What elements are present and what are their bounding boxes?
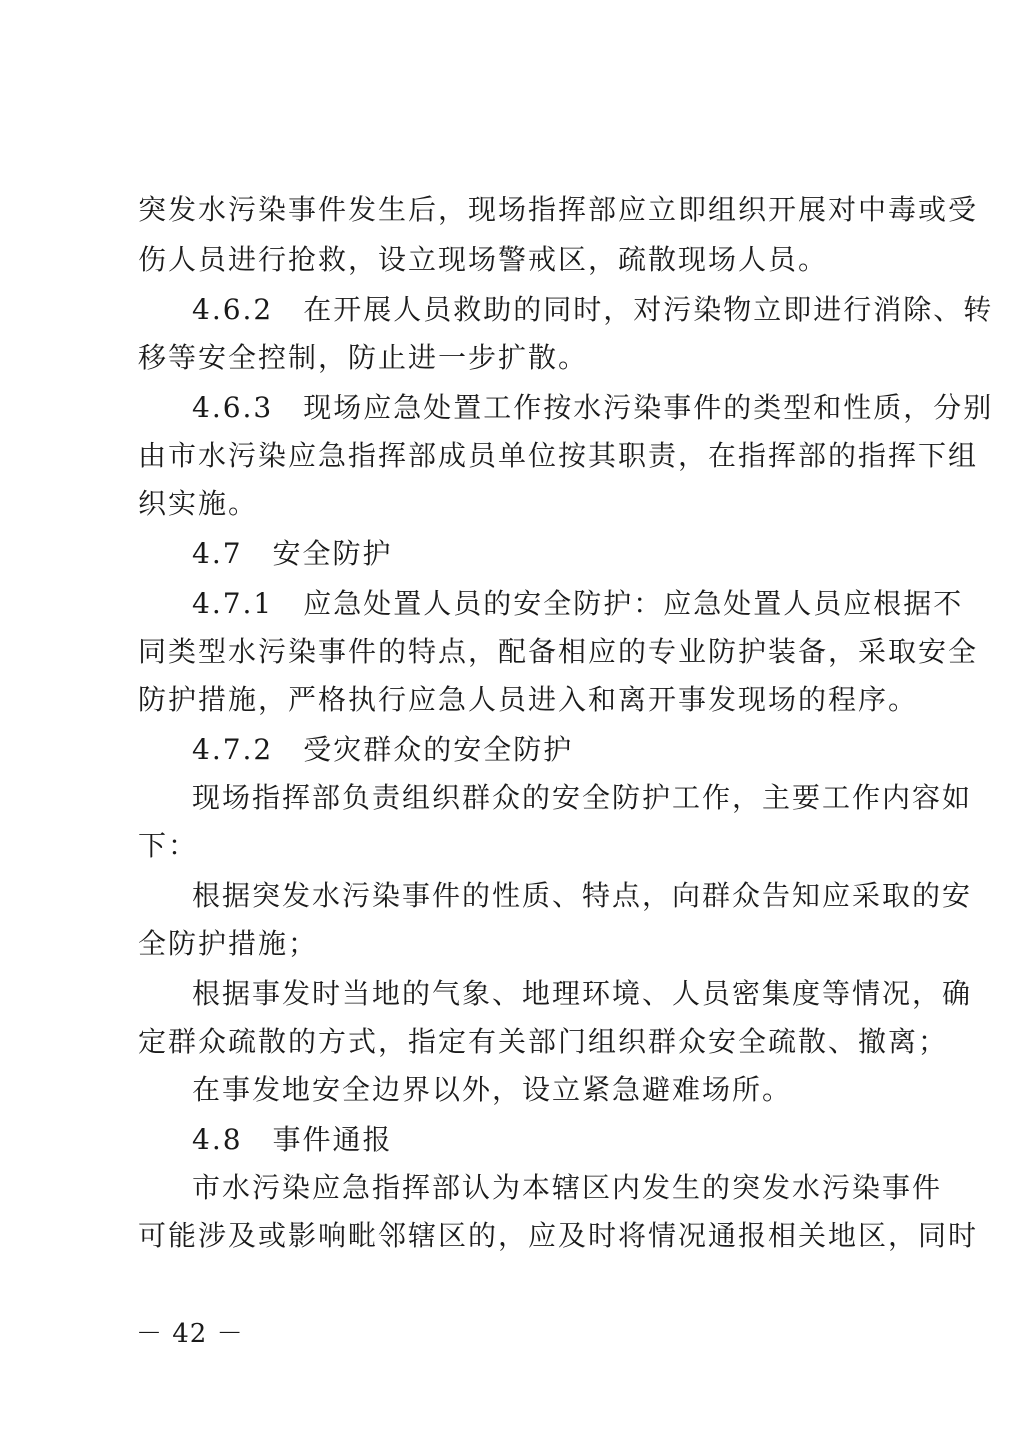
- section-heading: 4.7 安全防护: [192, 537, 393, 570]
- text-line: 根据突发水污染事件的性质、特点，向群众告知应采取的安: [192, 879, 973, 912]
- text-line: 下：: [138, 829, 199, 862]
- text-line: 在事发地安全边界以外，设立紧急避难场所。: [192, 1073, 793, 1106]
- text-line: 现场指挥部负责组织群众的安全防护工作，主要工作内容如: [192, 781, 973, 814]
- text-line: 根据事发时当地的气象、地理环境、人员密集度等情况，确: [192, 977, 973, 1010]
- section-heading: 4.8 事件通报: [192, 1123, 393, 1156]
- text-line: 4.6.3 现场应急处置工作按水污染事件的类型和性质，分别: [192, 391, 994, 424]
- text-line: 防护措施，严格执行应急人员进入和离开事发现场的程序。: [138, 683, 919, 716]
- text-line: 4.6.2 在开展人员救助的同时，对污染物立即进行消除、转: [192, 293, 994, 326]
- text-line: 4.7.1 应急处置人员的安全防护：应急处置人员应根据不: [192, 587, 964, 620]
- text-line: 可能涉及或影响毗邻辖区的，应及时将情况通报相关地区，同时: [138, 1219, 979, 1252]
- subsection-heading: 4.7.2 受灾群众的安全防护: [192, 733, 574, 766]
- text-line: 由市水污染应急指挥部成员单位按其职责，在指挥部的指挥下组: [138, 439, 979, 472]
- text-line: 突发水污染事件发生后，现场指挥部应立即组织开展对中毒或受: [138, 193, 979, 226]
- text-line: 市水污染应急指挥部认为本辖区内发生的突发水污染事件: [192, 1171, 943, 1204]
- text-line: 移等安全控制，防止进一步扩散。: [138, 341, 589, 374]
- text-line: 同类型水污染事件的特点，配备相应的专业防护装备，采取安全: [138, 635, 979, 668]
- text-line: 织实施。: [138, 487, 259, 520]
- text-line: 定群众疏散的方式，指定有关部门组织群众安全疏散、撤离；: [138, 1025, 949, 1058]
- page-number: － 42 －: [136, 1319, 244, 1349]
- text-line: 全防护措施；: [138, 927, 319, 960]
- text-line: 伤人员进行抢救，设立现场警戒区，疏散现场人员。: [138, 243, 829, 276]
